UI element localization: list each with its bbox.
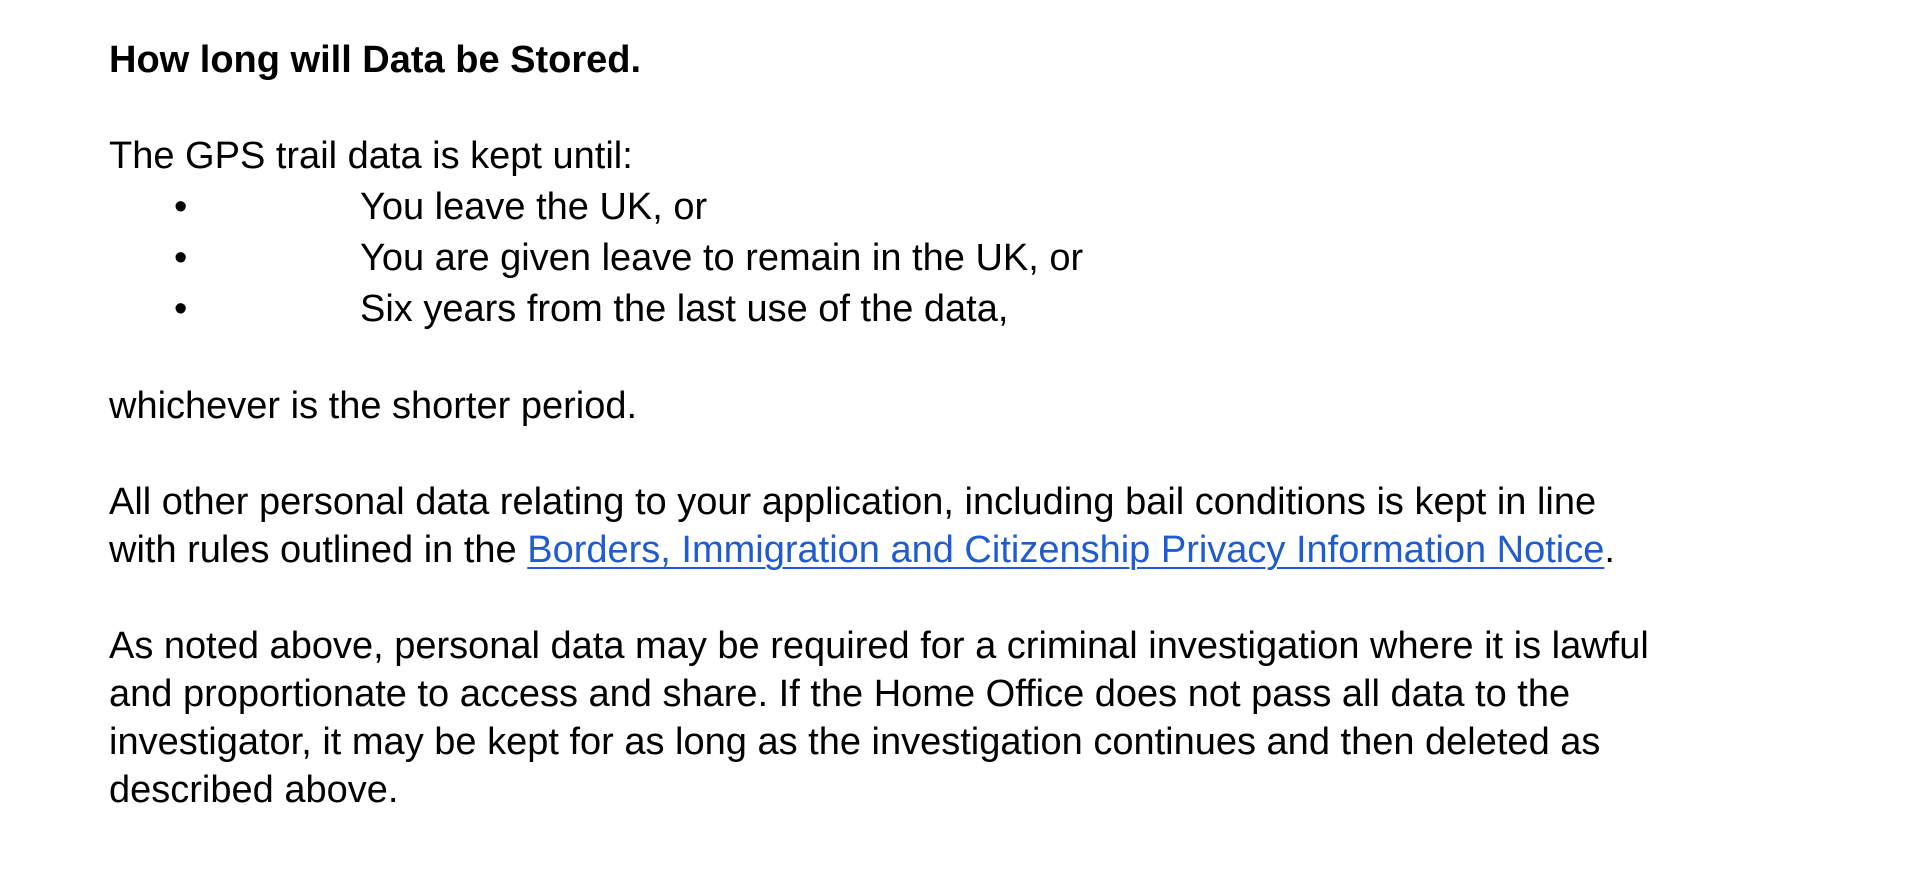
outro-paragraph: whichever is the shorter period. [109,385,638,427]
privacy-notice-link[interactable]: Borders, Immigration and Citizenship Privacy Information Notice [527,529,1605,571]
list-item-text: Six years from the last use of the data, [360,288,1009,330]
paragraph-line: described above. [109,769,399,811]
bullet-icon: • [174,237,188,279]
paragraph-line [109,526,1615,574]
paragraph-text: with rules outlined in the [109,529,528,571]
other-data-paragraph [109,478,1615,574]
paragraph-line: All other personal data relating to your application, including bail conditions is kept in line [109,481,1597,523]
paragraph-line: As noted above, personal data may be required for a criminal investigation where it is lawful [109,625,1649,667]
paragraph-line: investigator, it may be kept for as long as the investigation continues and then deleted as [109,721,1601,763]
list-item-text: You are given leave to remain in the UK, or [360,237,1084,279]
section-heading: How long will Data be Stored. [109,39,642,81]
bullet-icon: • [174,186,188,228]
paragraph-text: . [1604,529,1615,571]
intro-paragraph: The GPS trail data is kept until: [109,135,633,177]
bullet-icon: • [174,288,188,330]
list-item-text: You leave the UK, or [360,186,708,228]
paragraph-line: and proportionate to access and share. If the Home Office does not pass all data to the [109,673,1571,715]
investigation-paragraph [109,622,1649,814]
